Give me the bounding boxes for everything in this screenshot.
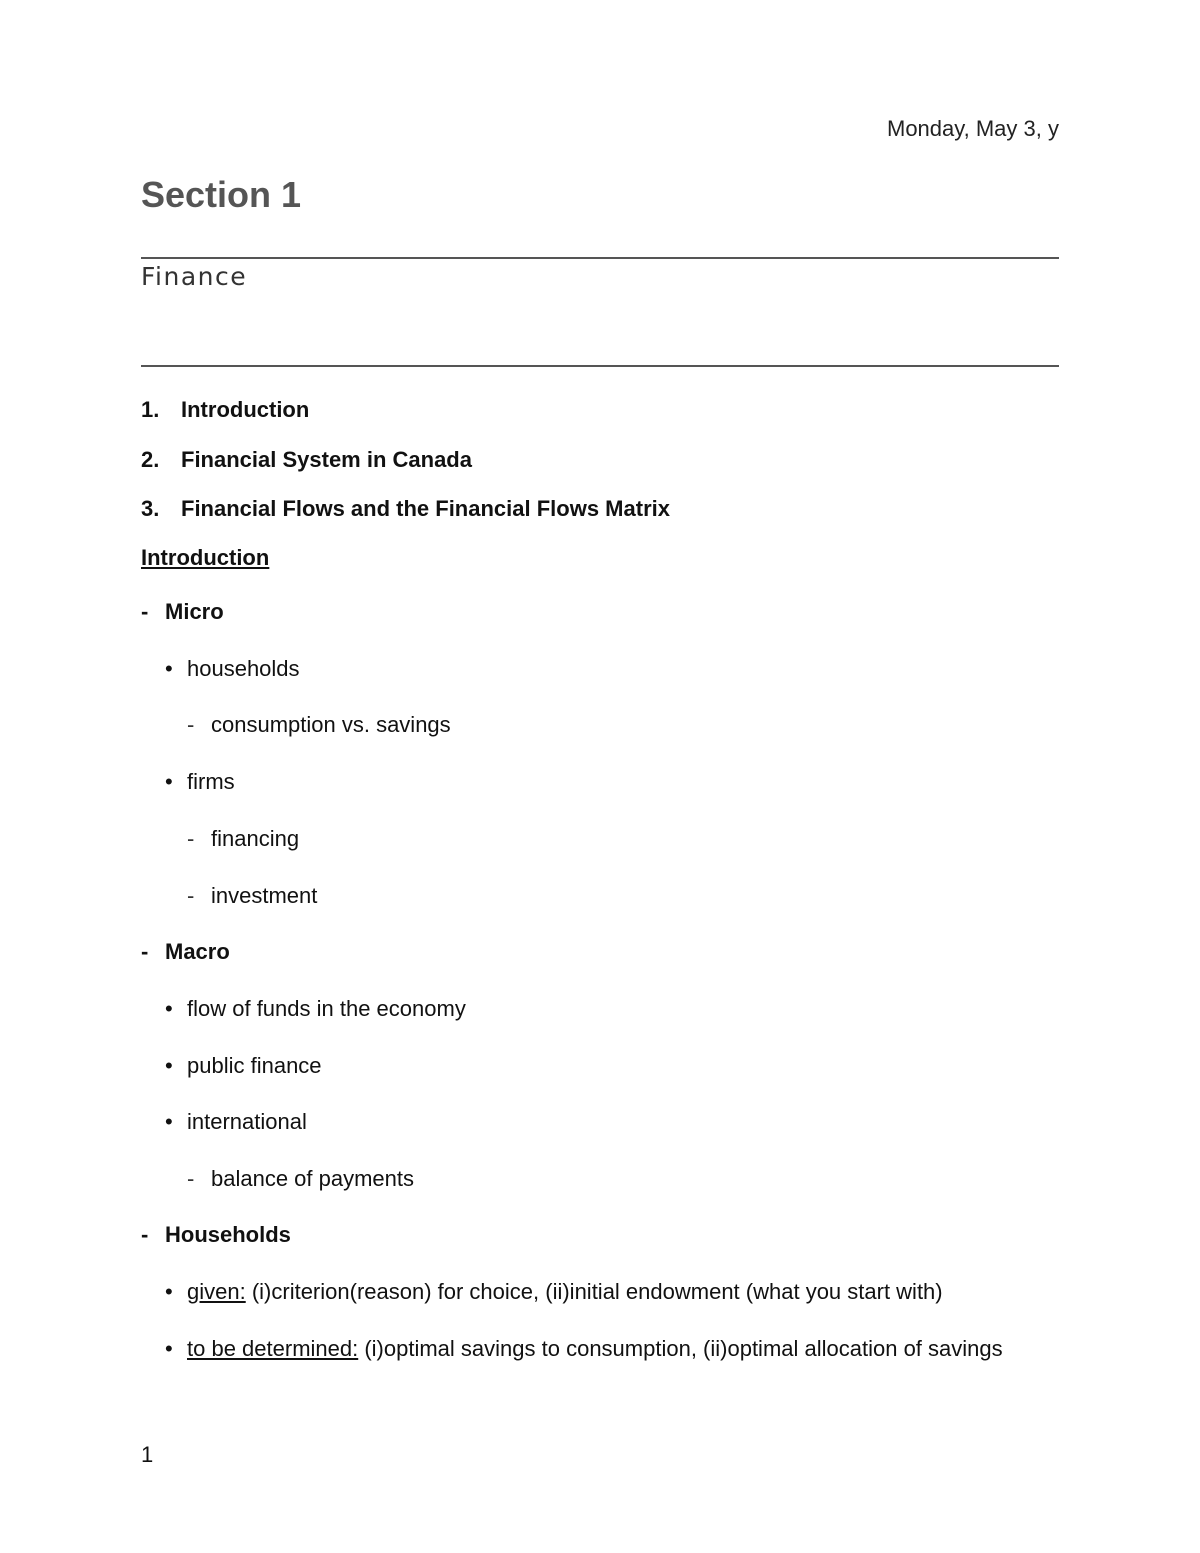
outline-text: flow of funds in the economy [187,996,466,1021]
toc-item-1 [141,396,309,424]
outline-macro [141,938,230,966]
outline-subitem [187,882,317,910]
outline-subitem [187,825,299,853]
tbd-text: (i)optimal savings to consumption, (ii)optimal allocation of savings [358,1336,1003,1361]
dash-marker: - [187,712,195,737]
outline-item [165,1052,322,1080]
toc-item-3 [141,495,670,523]
toc-text: Financial Flows and the Financial Flows Matrix [181,496,670,521]
outline-text: balance of payments [211,1166,415,1191]
given-label: given: [187,1279,246,1304]
bullet-icon: • [165,996,173,1021]
bullet-icon: • [165,1336,173,1361]
outline-firms-item [165,768,235,796]
outline-text: firms [187,769,235,794]
outline-subitem [187,711,451,739]
toc-number: 3. [141,496,160,521]
outline-text: investment [211,883,318,908]
outline-label: Households [165,1222,291,1247]
introduction-heading: Introduction [141,545,270,570]
section-title: Section 1 [141,174,302,215]
dash-marker: - [141,599,149,624]
dash-marker: - [187,826,195,851]
toc-number: 2. [141,447,160,472]
outline-subitem [187,1165,414,1193]
outline-text: consumption vs. savings [211,712,451,737]
dash-marker: - [187,883,195,908]
bullet-icon: • [165,769,173,794]
outline-item [165,1108,307,1136]
outline-text: public finance [187,1053,322,1078]
outline-households [141,1221,291,1249]
outline-text: households [187,656,300,681]
outline-households-item [165,655,300,683]
dash-marker: - [141,1222,149,1247]
outline-text: financing [211,826,300,851]
outline-label: Macro [165,939,230,964]
outline-given-item [165,1278,943,1306]
dash-marker: - [187,1166,195,1191]
outline-label: Micro [165,599,224,624]
outline-item [165,995,466,1023]
page-number: 1 [141,1442,154,1467]
outline-text: international [187,1109,307,1134]
outline-micro [141,598,224,626]
outline-tbd-item [165,1335,1003,1363]
date-header: Monday, May 3, y [887,116,1059,141]
bullet-icon: • [165,1053,173,1078]
given-text: (i)criterion(reason) for choice, (ii)initial endowment (what you start with) [245,1279,943,1304]
tbd-label: to be determined: [187,1336,359,1361]
toc-item-2 [141,446,472,474]
dash-marker: - [141,939,149,964]
title-rule-bottom [141,365,1059,367]
bullet-icon: • [165,1279,173,1304]
bullet-icon: • [165,656,173,681]
bullet-icon: • [165,1109,173,1134]
title-rule-top [141,257,1059,259]
toc-number: 1. [141,397,160,422]
section-subtitle: Finance [141,262,248,291]
toc-text: Financial System in Canada [181,447,472,472]
toc-text: Introduction [181,397,310,422]
